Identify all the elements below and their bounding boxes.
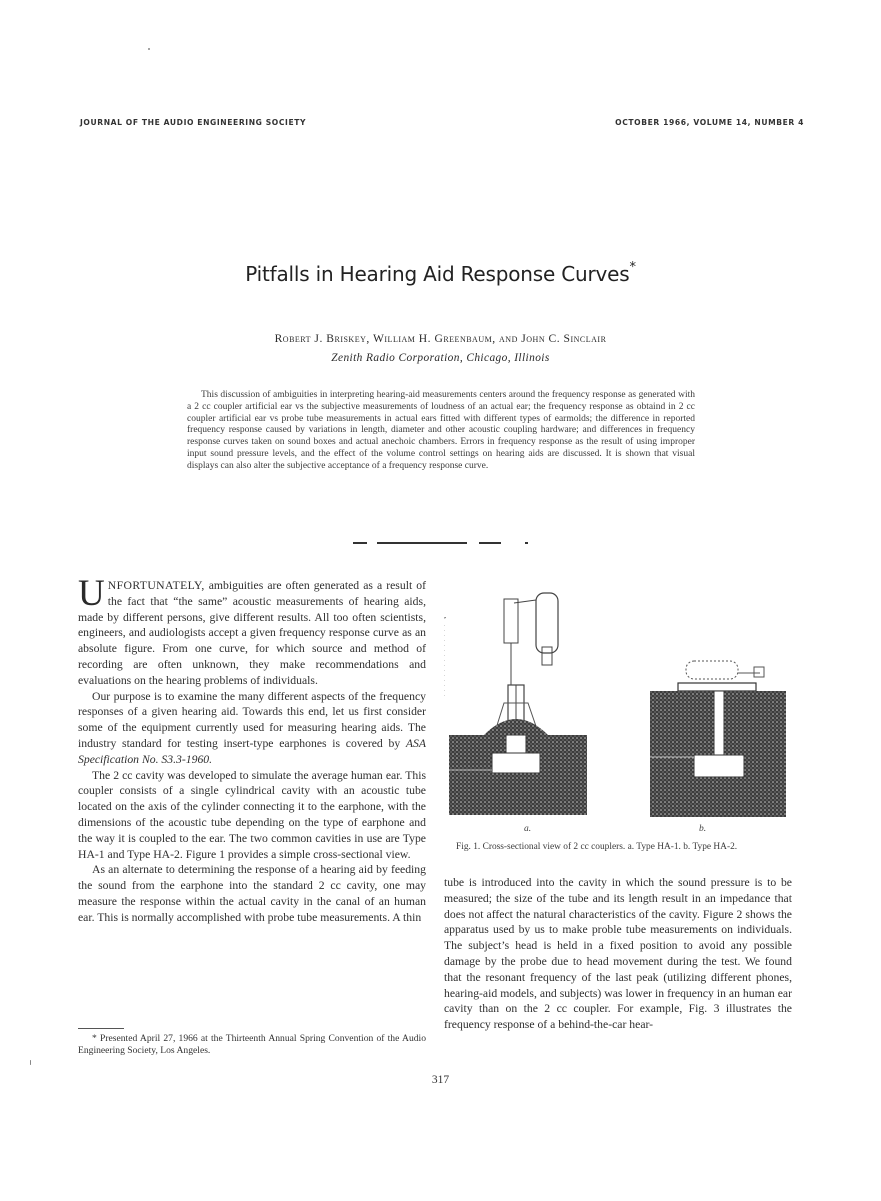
lead-in: NFORTUNATELY, xyxy=(107,579,205,592)
running-head-journal: JOURNAL OF THE AUDIO ENGINEERING SOCIETY xyxy=(80,118,307,127)
page-number: 317 xyxy=(431,1074,450,1086)
coupler-a-diagram xyxy=(444,593,587,815)
figure-caption: Fig. 1. Cross-sectional view of 2 cc couplers. a. Type HA-1. b. Type HA-2. xyxy=(456,842,738,852)
paragraph-intro xyxy=(78,573,426,689)
paragraph-alternate: As an alternate to determining the response of a hearing aid by feeding the sound from the earphone into the standard 2 cc cavity, one may measure the response within the actual cavity in the canal of an human ear. This is normally accomplished with probe tube measurements. A thin xyxy=(78,863,426,924)
abstract: This discussion of ambiguities in interpreting hearing-aid measurements centers around the frequency response as generated with a 2 cc coupler artificial ear vs the subjective measurements of loudness of an actual ear; the frequency response as obtaind in 2 cc coupler artificial ear vs probe tube measurements in actual ears fitted with different types of earmolds; the difference in reported frequency response caused by variations in length, diameter and other acoustic coupling hardware; and differences in frequency response curves taken on sound boxes and actual anechoic chambers. Errors in frequency response as the result of using improper input sound pressure levels, and the effect of the volume control settings on hearing aids are discussed. It is shown that visual displays can also alter the subjective acceptance of a frequency response curve. xyxy=(187,390,695,471)
paragraph-intro-text: ambiguities are often generated as a result of the fact that “the same” acoustic measurements of hearing aids, made by different persons, give different results. All too often scientists, engineers, and audiologists accept a given frequency response curve as an absolute figure. From one curve, for which source and method of recording are often unknown, they make recommendations and evaluations on the hearing problems of individuals. xyxy=(78,579,426,687)
drop-cap: U xyxy=(78,573,105,614)
coupler-b-diagram xyxy=(650,661,786,817)
figure-1-illustration xyxy=(444,585,794,845)
footnote: * Presented April 27, 1966 at the Thirteenth Annual Spring Convention of the Audio Engineering Society, Los Angeles. xyxy=(78,1033,426,1057)
paragraph-purpose xyxy=(78,689,426,768)
author-line: Robert J. Briskey, William H. Greenbaum, and John C. Sinclair xyxy=(274,332,607,345)
scan-speck xyxy=(148,48,150,50)
paragraph-cavity: The 2 cc cavity was developed to simulate the average human ear. This coupler consists of a single cylindrical cavity with an acoustic tube located on the axis of the cylinder connecting it to the earphone, with the dimensions of the acoustic tube depending on the type of earphone and the way it is coupled to the ear. The two common cavities in use are Type HA-1 and Type HA-2. Figure 1 provides a simple cross-sectional view. xyxy=(78,768,426,861)
affiliation-line: Zenith Radio Corporation, Chicago, Illinois xyxy=(331,352,550,364)
running-head-issue: OCTOBER 1966, VOLUME 14, NUMBER 4 xyxy=(615,118,804,127)
footnote-rule xyxy=(78,1028,124,1029)
section-separator xyxy=(353,542,528,544)
paragraph-probe-tube: tube is introduced into the cavity in which the sound pressure is to be measured; the size of the tube and its length result in an impedance that does not affect the natural characteristics of the cavity. Figure 2 shows the apparatus used by us to make proble tube measurements on individuals. The subject’s head is held in a fixed position to avoid any possible damage by the probe due to head movement during the test. We found that the resonant frequency of the last peak (utilizing different phones, hearing-aid models, and subjects) was lower in frequency in an human ear cavity than on the 2 cc coupler. For example, Fig. 3 illustrates the frequency response of a behind-the-car hear- xyxy=(444,876,792,1032)
figure-label-a: a. xyxy=(524,824,532,834)
title-text: Pitfalls in Hearing Aid Response Curves xyxy=(245,262,630,286)
spec-reference: ASA Specification No. S3.3-1960. xyxy=(78,736,426,766)
paragraph-purpose-text: Our purpose is to examine the many different aspects of the frequency responses of a given hearing aid. Towards this end, let us first consider some of the equipment currently used for measuring hearing aids. The industry standard for testing insert-type earphones is covered by xyxy=(78,689,426,750)
article-title xyxy=(0,262,881,286)
body-column-right xyxy=(444,875,792,1033)
title-footnote-mark: * xyxy=(629,260,636,276)
figure-label-b: b. xyxy=(699,824,707,834)
scan-speck xyxy=(30,1060,31,1065)
body-column-left xyxy=(78,573,426,926)
